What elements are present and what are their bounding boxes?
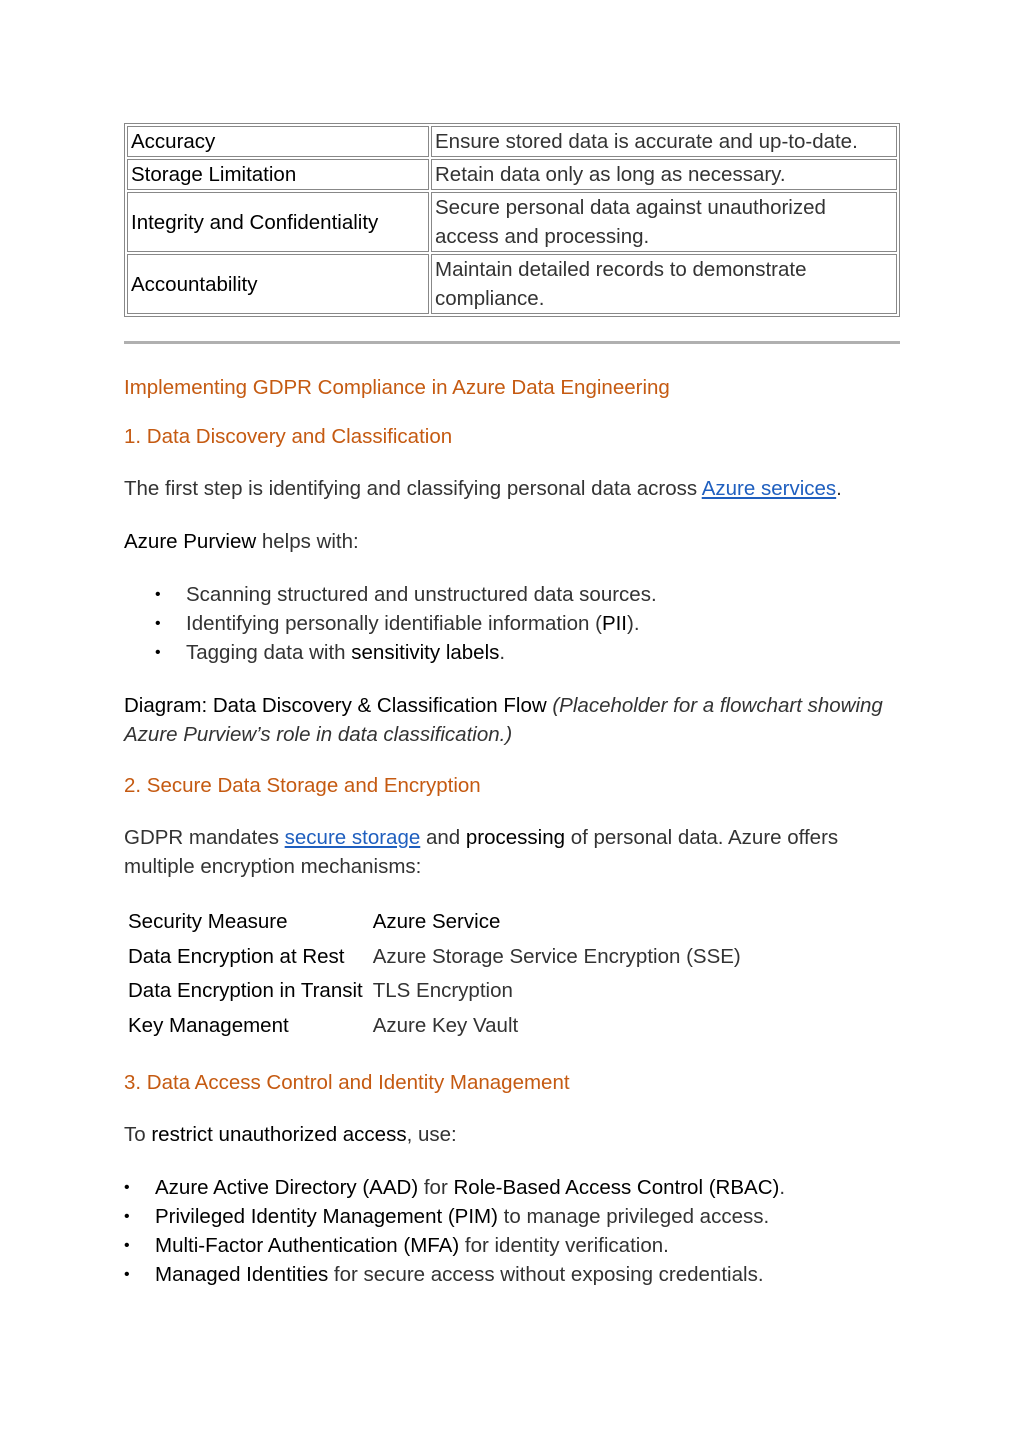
principle-cell: Accountability: [127, 254, 429, 314]
table-row: [127, 192, 897, 252]
bullet-text: Tagging data with: [186, 641, 352, 664]
purview-bullet-list: [124, 580, 900, 667]
paragraph-text: GDPR mandates: [124, 826, 285, 849]
paragraph-text: of personal data. Azure offers multiple encryption mechanisms:: [124, 826, 839, 878]
table-row: [124, 1009, 745, 1044]
diagram-paragraph: [124, 691, 900, 749]
list-item: [124, 609, 900, 638]
column-header-measure: Security Measure: [128, 910, 288, 934]
table-row: [127, 126, 897, 157]
table-row: [127, 254, 897, 314]
table-row: [124, 974, 745, 1009]
item-text: for secure access without exposing credentials.: [328, 1263, 764, 1286]
principle-cell: Integrity and Confidentiality: [127, 192, 429, 252]
diagram-label: Diagram: Data Discovery & Classification Flow: [124, 694, 547, 717]
table-row: [127, 159, 897, 190]
item-term-2: Role-Based Access Control (RBAC): [453, 1176, 780, 1199]
item-text: for identity verification.: [459, 1234, 669, 1257]
pii-label: PII: [601, 612, 628, 635]
bullet-text: Identifying personally identifiable information (: [186, 612, 602, 635]
section2-paragraph: [124, 823, 900, 881]
section3-heading: 3. Data Access Control and Identity Management: [124, 1071, 570, 1094]
azure-services-link[interactable]: Azure services: [701, 477, 837, 500]
table-row: [124, 940, 745, 975]
item-text: to manage privileged access.: [497, 1205, 770, 1228]
item-text: for: [418, 1176, 454, 1199]
paragraph-text: and: [420, 826, 466, 849]
intro-end: .: [836, 477, 842, 500]
gdpr-principles-table: [124, 123, 900, 317]
document-page: [124, 123, 900, 1289]
item-term: Managed Identities: [155, 1263, 329, 1286]
table-header-row: [124, 905, 745, 940]
section2-heading: 2. Secure Data Storage and Encryption: [124, 774, 481, 797]
intro-text: The first step is identifying and classifying personal data across: [124, 477, 702, 500]
diagram-placeholder-note: (Placeholder for a flowchart showing Azure Purview’s role in data classification.): [124, 694, 883, 746]
description-cell: Secure personal data against unauthorized access and processing.: [431, 192, 897, 252]
paragraph-text: To: [124, 1123, 152, 1146]
bullet-text-end: .: [499, 641, 506, 664]
bullet-text: Scanning structured and unstructured data sources.: [186, 583, 657, 606]
list-item: [124, 580, 900, 609]
service-cell: Azure Storage Service Encryption (SSE): [372, 944, 741, 968]
measure-cell: Data Encryption at Rest: [128, 944, 345, 968]
section3-paragraph: [124, 1120, 900, 1149]
section1-intro: [124, 474, 900, 503]
bullet-text-end: ).: [627, 612, 640, 635]
access-control-list: [124, 1173, 900, 1289]
list-item: [124, 638, 900, 667]
security-measures-table: [124, 905, 745, 1043]
section-title: Implementing GDPR Compliance in Azure Data Engineering: [124, 376, 670, 399]
processing-label: processing: [465, 826, 566, 849]
list-item: [124, 1173, 900, 1202]
measure-cell: Key Management: [128, 1013, 289, 1037]
sensitivity-labels: sensitivity labels: [351, 641, 500, 664]
principle-cell: Storage Limitation: [127, 159, 429, 190]
measure-cell: Data Encryption in Transit: [128, 979, 363, 1003]
list-item: [124, 1231, 900, 1260]
purview-rest: helps with:: [256, 530, 359, 553]
secure-storage-link[interactable]: secure storage: [284, 826, 421, 849]
restrict-access-label: restrict unauthorized access: [151, 1123, 407, 1146]
purview-label: Azure Purview: [124, 530, 257, 553]
item-end: .: [779, 1176, 786, 1199]
principle-cell: Accuracy: [127, 126, 429, 157]
list-item: [124, 1202, 900, 1231]
description-cell: Maintain detailed records to demonstrate compliance.: [431, 254, 897, 314]
purview-paragraph: [124, 527, 900, 556]
description-cell: Ensure stored data is accurate and up-to-date.: [431, 126, 897, 157]
service-cell: TLS Encryption: [372, 979, 513, 1003]
horizontal-divider: [124, 341, 900, 344]
column-header-service: Azure Service: [372, 910, 501, 934]
service-cell: Azure Key Vault: [372, 1013, 519, 1037]
paragraph-text: , use:: [406, 1123, 457, 1146]
item-term: Multi-Factor Authentication (MFA): [155, 1234, 460, 1257]
item-term: Privileged Identity Management (PIM): [155, 1205, 498, 1228]
section1-heading: 1. Data Discovery and Classification: [124, 425, 453, 448]
description-cell: Retain data only as long as necessary.: [431, 159, 897, 190]
item-term: Azure Active Directory (AAD): [155, 1176, 419, 1199]
list-item: [124, 1260, 900, 1289]
